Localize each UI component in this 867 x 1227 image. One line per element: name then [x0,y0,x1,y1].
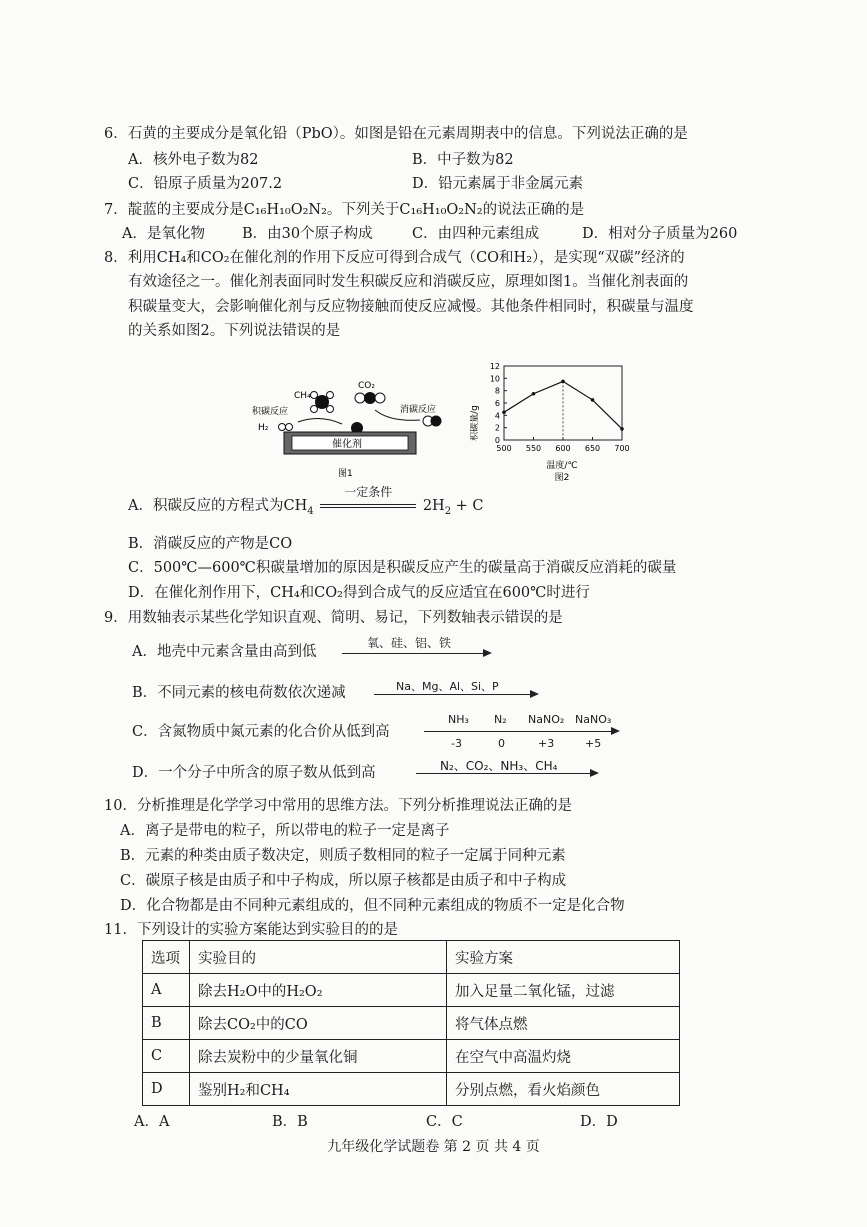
q11-option-d: D．D [580,1114,618,1130]
table-cell: 除去CO₂中的CO [190,1007,447,1040]
fig1-catalyst-diagram [250,370,460,485]
q9-c-value-3: +3 [538,737,555,750]
q9-a-arrowhead [483,649,492,657]
q11-option-a: A．A [134,1114,170,1130]
fig1-right-reaction: 消碳反应 [400,405,437,415]
table-cell: 分别点燃，看火焰颜色 [447,1073,680,1106]
q10-option-b: B．元素的种类由质子数决定，则质子数相同的粒子一定属于同种元素 [120,848,566,864]
q7-option-b: B．由30个原子构成 [242,226,373,242]
y-tick-label: 6 [494,399,500,408]
q9-d-arrowhead [590,769,599,777]
q9-c-label-2: N₂ [494,713,507,726]
q9-c-label-3: NaNO₂ [528,713,565,726]
q11-table [142,940,680,1106]
h2-atom [279,424,286,431]
q6-option-a: A．核外电子数为82 [128,152,259,168]
table-cell: D [143,1073,190,1106]
fig1-h2-label: H₂ [258,423,269,433]
y-tick-label: 2 [494,423,500,433]
q9-b-axis-label: Na、Mg、Al、Si、P [396,680,499,693]
q9-option-c: C．含氮物质中氮元素的化合价从低到高 [132,724,390,740]
y-tick-label: 12 [489,362,500,371]
q9-b-arrowhead [530,690,539,698]
table-header: 选项 [143,941,190,974]
data-point [591,398,595,402]
q9-c-value-1: -3 [451,737,462,750]
q11-option-c: C．C [426,1114,463,1130]
table-cell: 将气体点燃 [447,1007,680,1040]
ch4-hydrogen-atom [311,406,318,413]
table-cell: 在空气中高温灼烧 [447,1040,680,1073]
q8-option-a [128,485,484,522]
q8-stem-line4: 的关系如图2。下列说法错误的是 [128,323,341,339]
reaction-condition: 一定条件 [344,485,393,499]
fig2-xlabel: 温度/℃ [546,461,578,471]
q8-option-a-product: 2H [422,498,445,514]
q6-option-d: D．铅元素属于非金属元素 [412,176,584,192]
q7-option-c: C．由四种元素组成 [412,226,540,242]
q9-c-label-4: NaNO₃ [575,713,612,726]
q7-option-a: A．是氧化物 [122,226,205,242]
h2-atom [286,424,293,431]
data-point [502,410,506,414]
reaction-condition-arrow [318,485,418,516]
fig1-left-reaction: 积碳反应 [252,407,289,417]
q9-b-axis [374,694,530,695]
table-cell: B [143,1007,190,1040]
q8-option-d: D．在催化剂作用下，CH₄和CO₂得到合成气的反应适宜在600℃时进行 [128,585,590,601]
fig2-caption: 图2 [554,473,570,483]
fig2-ylabel: 积碳量/g [470,405,480,441]
q9-option-d: D．一个分子中所含的原子数从低到高 [132,765,376,781]
data-point [532,392,536,396]
q7-stem: 7．靛蓝的主要成分是C₁₆H₁₀O₂N₂。下列关于C₁₆H₁₀O₂N₂的说法正确的是 [104,202,585,218]
q10-stem: 10．分析推理是化学学习中常用的思维方法。下列分析推理说法正确的是 [104,798,572,814]
fig1-co2-label: CO₂ [358,381,375,391]
q6-option-b: B．中子数为82 [412,152,514,168]
q9-c-value-4: +5 [585,737,602,750]
q10-option-d: D．化合物都是由不同种元素组成的，但不同种元素组成的物质不一定是化合物 [120,898,625,914]
table-cell: 除去H₂O中的H₂O₂ [190,974,447,1007]
q9-c-value-2: 0 [498,737,505,750]
y-tick-label: 0 [494,436,500,445]
fig1-caption: 图1 [338,469,353,479]
table-cell: A [143,974,190,1007]
page-footer: 九年级化学试题卷 第 2 页 共 4 页 [327,1139,540,1155]
table-header: 实验目的 [190,941,447,974]
fig1-ch4-label: CH₄ [294,391,311,401]
x-tick-label: 500 [496,444,512,453]
q8-stem-line2: 有效途径之一。催化剂表面同时发生积碳反应和消碳反应，原理如图1。当催化剂表面的 [128,274,689,290]
y-tick-label: 4 [494,411,500,421]
q11-option-b: B．B [272,1114,308,1130]
y-tick-label: 10 [489,374,500,384]
q9-d-axis [416,773,591,774]
x-tick-label: 550 [525,444,542,453]
fig1-catalyst-label: 催化剂 [332,439,362,450]
ch4-hydrogen-atom [311,392,318,399]
q9-c-arrowhead [611,727,620,735]
table-row [143,1073,680,1106]
q6-option-c: C．铅原子质量为207.2 [128,176,283,192]
table-cell: 加入足量二氧化锰，过滤 [447,974,680,1007]
q8-option-c: C．500℃—600℃积碳量增加的原因是积碳反应产生的碳量高于消碳反应消耗的碳量 [128,560,677,576]
q8-option-a-sub: 4 [307,505,314,517]
q8-stem-line3: 积碳量变大，会影响催化剂与反应物接触而使反应减慢。其他条件相同时，积碳量与温度 [128,299,694,315]
y-tick-label: 8 [494,386,500,396]
q8-option-a-sub2: 2 [444,505,452,517]
q9-c-axis [424,731,612,732]
x-tick-label: 600 [555,444,571,453]
table-row [143,1040,680,1073]
table-header-row [143,941,680,974]
fig2-chart [470,358,640,483]
q9-stem: 9．用数轴表示某些化学知识直观、简明、易记，下列数轴表示错误的是 [104,610,563,626]
q11-stem: 11．下列设计的实验方案能达到实验目的的是 [104,922,398,938]
table-cell: 鉴别H₂和CH₄ [190,1073,447,1106]
table-row [143,974,680,1007]
ch4-hydrogen-atom [327,406,334,413]
q9-option-a: A．地壳中元素含量由高到低 [132,644,317,660]
q8-option-a-end: + C [451,498,484,514]
q9-a-axis [342,653,484,654]
ch4-hydrogen-atom [327,392,334,399]
x-tick-label: 650 [584,444,601,453]
x-tick-label: 700 [614,444,630,453]
co2-oxygen-atom [375,393,385,403]
data-point [620,427,624,431]
table-cell: C [143,1040,190,1073]
table-row [143,1007,680,1040]
q9-d-axis-label: N₂、CO₂、NH₃、CH₄ [440,759,558,773]
q9-a-axis-label: 氧、硅、铝、铁 [367,636,452,650]
q8-option-a-text: A．积碳反应的方程式为CH [128,498,308,514]
q6-stem: 6．石黄的主要成分是氧化铅（PbO）。如图是铅在元素周期表中的信息。下列说法正确的是 [104,126,688,142]
q8-option-b: B．消碳反应的产物是CO [128,536,293,552]
co-carbon-atom [431,416,442,427]
table-cell: 除去炭粉中的少量氧化铜 [190,1040,447,1073]
q9-option-b: B．不同元素的核电荷数依次递减 [132,685,346,701]
q9-c-label-1: NH₃ [448,713,469,726]
data-point [561,380,565,384]
table-header: 实验方案 [447,941,680,974]
co2-oxygen-atom [355,393,365,403]
q7-option-d: D．相对分子质量为260 [582,226,738,242]
arrow-left [298,418,342,424]
q10-option-c: C．碳原子核是由质子和中子构成，所以原子核都是由质子和中子构成 [120,873,567,889]
co2-carbon-atom [364,392,376,404]
q8-stem-line1: 8．利用CH₄和CO₂在催化剂的作用下反应可得到合成气（CO和H₂），是实现“双碳”经济的 [104,250,685,266]
q10-option-a: A．离子是带电的粒子，所以带电的粒子一定是离子 [120,823,450,839]
